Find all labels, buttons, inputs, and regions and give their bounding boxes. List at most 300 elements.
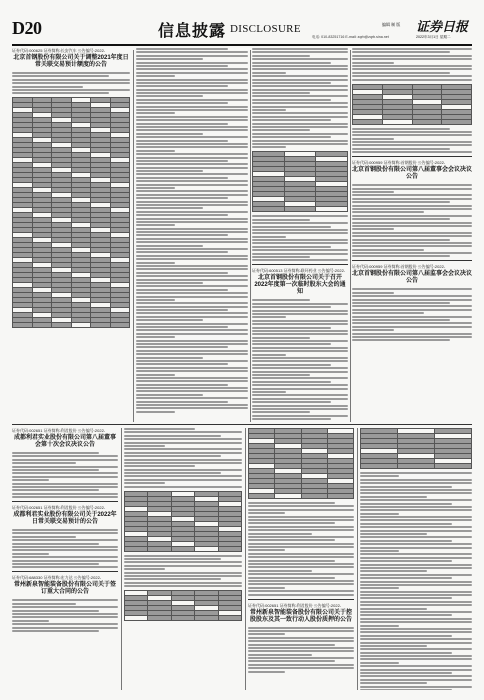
text-line — [136, 82, 248, 84]
text-line — [252, 333, 348, 335]
text-line — [360, 587, 399, 589]
data-table — [352, 84, 472, 125]
text-line — [252, 388, 348, 390]
text-line — [252, 129, 310, 131]
text-line — [360, 553, 472, 555]
text-line — [252, 415, 348, 417]
text-line — [252, 398, 348, 400]
announcement-title: 北京首钢股份有限公司第八届监事会会议决议公告 — [352, 271, 472, 285]
data-table — [360, 428, 472, 469]
text-line — [136, 72, 248, 74]
table-cell — [275, 494, 301, 499]
text-line — [124, 555, 242, 557]
text-line — [360, 509, 472, 511]
text-line — [136, 221, 248, 223]
text-line — [360, 519, 472, 521]
text-line — [360, 516, 472, 518]
column-2-bottom — [124, 428, 242, 690]
text-line — [252, 232, 348, 234]
text-line — [252, 377, 348, 379]
text-line — [136, 380, 248, 382]
text-line — [248, 556, 354, 558]
text-line — [252, 340, 348, 342]
table-cell — [110, 323, 130, 328]
column-4-bottom — [360, 428, 472, 690]
text-line — [252, 219, 310, 221]
text-line — [136, 343, 248, 345]
text-line — [360, 635, 452, 637]
text-line — [352, 336, 472, 338]
text-line — [12, 556, 118, 558]
text-line — [136, 167, 248, 169]
text-line — [136, 177, 228, 179]
text-line — [136, 48, 228, 50]
text-line — [12, 462, 76, 464]
text-line — [124, 435, 221, 437]
text-line — [136, 106, 248, 108]
text-line — [124, 585, 242, 587]
text-line — [136, 306, 248, 308]
text-line — [252, 316, 286, 318]
announcement-title: 成都利君实业股份有限公司第八届董事会第十次会议决议公告 — [13, 435, 116, 448]
text-line — [360, 658, 472, 660]
text-line — [248, 509, 354, 511]
text-line — [352, 151, 472, 153]
text-line — [136, 157, 248, 159]
announcement-header: 证券代码:600513 证券简称:联环药业 公告编号:2022- — [252, 268, 346, 274]
text-line — [12, 532, 118, 534]
text-line — [136, 187, 175, 189]
text-line — [136, 238, 248, 240]
text-line — [12, 496, 118, 498]
text-line — [352, 252, 472, 254]
text-line — [360, 540, 452, 542]
text-line — [248, 627, 354, 629]
text-line — [248, 594, 354, 596]
text-line — [352, 141, 472, 143]
text-line — [124, 482, 165, 484]
text-line — [352, 235, 472, 237]
text-line — [12, 529, 118, 531]
text-line — [352, 228, 394, 230]
text-line — [124, 578, 221, 580]
text-line — [248, 549, 285, 551]
text-line — [252, 256, 310, 258]
text-line — [352, 128, 450, 130]
text-line — [136, 75, 175, 77]
text-line — [12, 606, 118, 608]
text-line — [136, 51, 248, 53]
text-line — [12, 599, 118, 601]
text-line — [136, 326, 228, 328]
text-line — [352, 305, 472, 307]
text-line — [12, 479, 49, 481]
text-line — [12, 613, 118, 615]
announcement-title: 北京首钢股份有限公司关于召开2022年度第一次临时股东大会的通知 — [254, 275, 346, 296]
text-line — [12, 623, 118, 625]
data-table — [124, 491, 242, 552]
text-line — [352, 255, 450, 257]
table-row — [253, 207, 348, 212]
text-line — [360, 591, 472, 593]
text-line — [136, 85, 228, 87]
table-row — [249, 494, 354, 499]
editor-credit: 编辑 制 版 — [382, 22, 401, 27]
text-line — [352, 319, 450, 321]
text-line — [352, 249, 424, 251]
text-line — [12, 452, 99, 454]
text-line — [360, 533, 427, 535]
text-line — [12, 489, 99, 491]
text-line — [248, 526, 354, 528]
text-line — [136, 133, 203, 135]
text-line — [360, 472, 472, 474]
text-line — [136, 248, 248, 250]
text-line — [136, 197, 228, 199]
text-line — [124, 465, 195, 467]
table-cell — [398, 464, 435, 469]
text-line — [248, 553, 354, 555]
text-line — [136, 404, 248, 406]
text-line — [352, 62, 394, 64]
text-line — [252, 62, 331, 64]
text-line — [136, 268, 248, 270]
text-line — [136, 140, 228, 142]
text-line — [252, 347, 348, 349]
text-line — [360, 581, 472, 583]
text-line — [136, 58, 203, 60]
text-line — [136, 116, 248, 118]
text-line — [352, 198, 472, 200]
text-line — [12, 627, 118, 629]
text-line — [248, 640, 354, 642]
text-line — [252, 226, 331, 228]
text-line — [248, 664, 354, 666]
text-line — [252, 123, 348, 125]
text-line — [136, 275, 248, 277]
text-line — [252, 82, 331, 84]
text-line — [360, 625, 399, 627]
text-line — [352, 309, 472, 311]
table-cell — [249, 494, 275, 499]
text-line — [252, 337, 310, 339]
text-line — [252, 408, 348, 410]
text-line — [248, 587, 285, 589]
text-line — [252, 112, 348, 114]
text-line — [248, 512, 285, 514]
text-line — [124, 558, 221, 560]
table-cell — [148, 546, 171, 551]
announcement-header: 证券代码:688330 证券简称:宏力达 公告编号:2022- — [12, 575, 102, 581]
text-line — [12, 459, 118, 461]
text-line — [252, 259, 348, 261]
text-line — [360, 567, 472, 569]
text-line — [352, 225, 472, 227]
text-line — [136, 190, 248, 192]
text-line — [136, 323, 248, 325]
text-line — [136, 95, 203, 97]
text-line — [352, 242, 472, 244]
text-line — [12, 563, 99, 565]
text-line — [248, 573, 354, 575]
text-line — [252, 360, 348, 362]
text-line — [136, 62, 248, 64]
text-line — [136, 377, 248, 379]
table-cell — [218, 546, 241, 551]
announcement-header: 证券代码:000959 证券简称:首钢股份 公告编号:2022- — [352, 264, 446, 270]
text-line — [136, 407, 248, 409]
text-line — [136, 102, 228, 104]
text-line — [248, 570, 312, 572]
announcement-title: 常州新泉智能装备股份有限公司关于签订重大合同的公告 — [13, 582, 116, 596]
text-line — [136, 180, 248, 182]
text-line — [12, 539, 118, 541]
text-line — [360, 642, 472, 644]
text-line — [136, 384, 228, 386]
text-line — [360, 550, 399, 552]
text-line — [124, 445, 165, 447]
text-line — [252, 109, 286, 111]
text-line — [360, 614, 452, 616]
text-line — [360, 594, 472, 596]
text-line — [12, 536, 76, 538]
text-line — [136, 231, 248, 233]
text-line — [360, 682, 427, 684]
table-cell — [171, 616, 194, 621]
text-line — [252, 85, 348, 87]
text-line — [360, 611, 472, 613]
text-line — [352, 215, 472, 217]
announcement-title: 成都利君实业股份有限公司关于2022年日常关联交易预计的公告 — [13, 512, 117, 526]
column-2-top — [136, 48, 248, 420]
text-line — [360, 648, 472, 650]
text-line — [136, 65, 228, 67]
text-line — [360, 645, 427, 647]
text-line — [252, 384, 348, 386]
text-line — [360, 631, 472, 633]
text-line — [248, 519, 354, 521]
text-line — [136, 401, 228, 403]
text-line — [136, 374, 175, 376]
table-row — [125, 616, 242, 621]
text-line — [360, 479, 472, 481]
issue-date: 2022年3月1日 星期二 — [416, 35, 451, 39]
text-line — [12, 610, 99, 612]
text-line — [252, 303, 348, 305]
text-line — [360, 482, 472, 484]
announcement-header: 证券代码:000959 证券简称:首钢股份 公告编号:2022- — [352, 160, 446, 166]
text-line — [136, 119, 248, 121]
text-line — [248, 502, 335, 504]
text-line — [352, 65, 472, 67]
text-line — [252, 136, 331, 138]
text-line — [136, 292, 248, 294]
text-line — [248, 583, 354, 585]
text-line — [360, 506, 472, 508]
text-line — [252, 89, 348, 91]
text-line — [248, 654, 312, 656]
text-line — [136, 285, 248, 287]
text-line — [252, 140, 348, 142]
column-3-top — [252, 48, 348, 420]
text-line — [360, 608, 427, 610]
text-line — [12, 486, 118, 488]
text-line — [248, 516, 354, 518]
text-line — [136, 340, 248, 342]
text-line — [360, 564, 472, 566]
text-line — [360, 523, 452, 525]
text-line — [136, 228, 248, 230]
text-line — [252, 99, 331, 101]
text-line — [360, 513, 399, 515]
text-line — [124, 561, 242, 563]
text-line — [360, 675, 472, 677]
text-line — [136, 153, 248, 155]
text-line — [252, 229, 348, 231]
text-line — [12, 466, 118, 468]
text-line — [352, 205, 472, 207]
text-line — [248, 650, 354, 652]
text-line — [124, 568, 165, 570]
text-line — [136, 258, 248, 260]
text-line — [360, 618, 472, 620]
column-4-top — [352, 48, 472, 420]
text-line — [360, 526, 472, 528]
text-line — [252, 102, 348, 104]
announcement-title: 北京首钢股份有限公司关于调整2021年度日常关联交易预计额度的公告 — [13, 55, 129, 68]
column-divider — [350, 50, 351, 422]
text-line — [252, 119, 331, 121]
text-line — [252, 350, 348, 352]
text-line — [136, 316, 248, 318]
announcement-header: 证券代码:002651 证券简称:利君股份 公告编号:2022- — [12, 428, 106, 433]
text-line — [124, 582, 242, 584]
text-line — [252, 92, 310, 94]
text-line — [136, 201, 248, 203]
table-row — [353, 119, 472, 124]
text-line — [124, 479, 242, 481]
text-line — [252, 354, 286, 356]
table-row — [361, 464, 472, 469]
text-line — [136, 357, 203, 359]
table-cell — [327, 494, 353, 499]
text-line — [352, 48, 472, 50]
text-line — [136, 296, 248, 298]
text-line — [252, 133, 348, 135]
text-line — [352, 58, 472, 60]
text-line — [352, 329, 394, 331]
text-line — [12, 483, 118, 485]
text-line — [136, 336, 175, 338]
text-line — [124, 431, 242, 433]
text-line — [248, 630, 354, 632]
text-line — [136, 129, 248, 131]
text-line — [252, 306, 331, 308]
text-line — [352, 211, 424, 213]
text-line — [360, 686, 472, 688]
text-line — [12, 560, 118, 562]
text-line — [248, 577, 335, 579]
page-number: D20 — [12, 18, 42, 38]
text-line — [248, 505, 354, 507]
text-line — [360, 672, 452, 674]
text-line — [360, 621, 472, 623]
text-line — [124, 565, 242, 567]
text-line — [352, 302, 450, 304]
text-line — [136, 204, 248, 206]
text-line — [360, 475, 399, 477]
text-line — [136, 319, 203, 321]
text-line — [124, 452, 242, 454]
text-line — [360, 597, 452, 599]
text-line — [252, 357, 348, 359]
text-line — [136, 397, 248, 399]
text-line — [136, 92, 248, 94]
text-line — [352, 144, 472, 146]
text-line — [252, 146, 286, 148]
text-line — [136, 312, 248, 314]
table-cell — [412, 119, 442, 124]
text-line — [12, 455, 118, 457]
text-line — [136, 136, 248, 138]
text-line — [136, 370, 248, 372]
text-line — [252, 249, 348, 251]
text-line — [136, 126, 248, 128]
text-line — [12, 630, 99, 632]
column-divider — [357, 428, 358, 690]
text-line — [360, 662, 399, 664]
table-cell — [52, 323, 72, 328]
text-line — [252, 55, 310, 57]
text-line — [252, 72, 286, 74]
text-line — [360, 577, 452, 579]
column-3-bottom — [248, 428, 354, 690]
text-line — [12, 616, 118, 618]
text-line — [136, 99, 248, 101]
text-line — [352, 326, 472, 328]
text-line — [360, 503, 452, 505]
text-line — [124, 486, 242, 488]
text-line — [248, 580, 354, 582]
text-line — [360, 679, 472, 681]
text-line — [352, 131, 472, 133]
text-line — [352, 218, 450, 220]
table-cell — [442, 119, 472, 124]
text-line — [12, 472, 118, 474]
text-line — [12, 549, 118, 551]
text-line — [248, 667, 354, 669]
announcement-title: 常州新泉智能装备股份有限公司关于控股股东及其一致行动人股份质押的公告 — [249, 609, 352, 623]
text-line — [352, 208, 472, 210]
column-divider — [121, 428, 122, 690]
column-divider — [245, 428, 246, 690]
text-line — [352, 292, 394, 294]
text-line — [252, 411, 310, 413]
table-cell — [171, 546, 194, 551]
text-line — [12, 620, 49, 622]
text-line — [12, 476, 118, 478]
text-line — [352, 339, 450, 341]
table-cell — [316, 207, 348, 212]
contact-info: 电话: 010-83251716 E-mail: zqrb@zqrb.sina.net — [312, 35, 389, 39]
table-cell — [91, 323, 111, 328]
table-cell — [13, 323, 33, 328]
text-line — [248, 522, 335, 524]
text-line — [352, 295, 472, 297]
text-line — [12, 543, 99, 545]
text-line — [136, 299, 175, 301]
text-line — [360, 499, 472, 501]
